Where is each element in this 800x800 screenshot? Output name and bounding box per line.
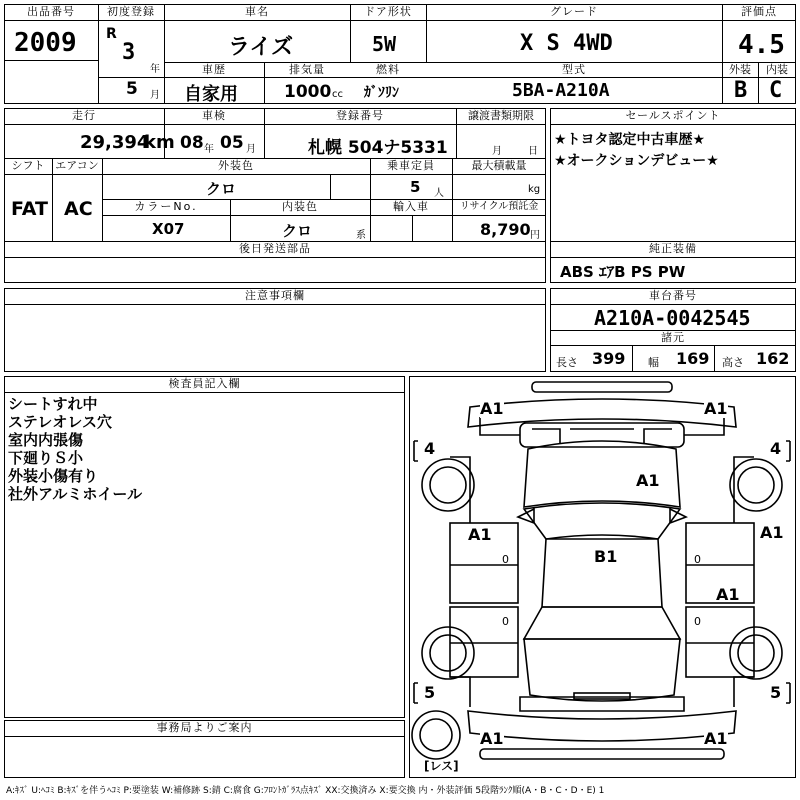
max-load-label: 最大積載量 <box>471 159 527 172</box>
interior-grade: C <box>769 78 783 103</box>
tire-front-left: 4 <box>424 439 436 458</box>
score-label: 評価点 <box>741 5 777 18</box>
length-label: 長さ <box>556 356 578 369</box>
width-label: 幅 <box>648 356 659 369</box>
tire-front-right: 4 <box>770 439 782 458</box>
shift-label: シフト <box>11 159 45 172</box>
equipment-label: 純正装備 <box>649 242 697 255</box>
height-label: 高さ <box>722 356 744 369</box>
zero-mark-3: 0 <box>694 553 701 566</box>
height: 162 <box>756 349 790 368</box>
zero-mark-2: 0 <box>502 615 509 628</box>
inspection-label: 車検 <box>202 109 226 122</box>
grade: X S 4WD <box>520 31 613 56</box>
history: 自家用 <box>184 84 238 105</box>
exterior-label: 外装 <box>729 63 751 76</box>
fuel: ｶﾞｿﾘﾝ <box>364 85 399 101</box>
mileage: 29,394 <box>80 132 150 153</box>
mark-right-front-side: A1 <box>760 523 784 542</box>
plate-label: 登録番号 <box>336 109 384 122</box>
door-label: ドア形状 <box>364 5 412 18</box>
mark-rear-right: A1 <box>704 729 728 748</box>
reg-year: 3 <box>122 40 136 65</box>
exterior-color: クロ <box>206 180 237 198</box>
ac-label: エアコン <box>55 159 99 172</box>
tire-rear-right: 5 <box>770 683 782 702</box>
month-unit: 月 <box>150 90 160 101</box>
mark-roof: B1 <box>594 547 618 566</box>
car-name-label: 車名 <box>245 5 269 18</box>
later-parts-label: 後日発送部品 <box>239 242 311 255</box>
inspector-line-3: 室内内張傷 <box>8 431 84 449</box>
lot-number: 2009 <box>14 28 77 58</box>
model: 5BA-A210A <box>512 80 610 101</box>
width: 169 <box>676 349 710 368</box>
inspector-line-4: 下廻りＳ小 <box>8 449 84 467</box>
inspector-line-5: 外装小傷有り <box>8 467 99 485</box>
mileage-unit: km <box>144 132 175 153</box>
year-unit: 年 <box>150 64 160 75</box>
mark-front-right: A1 <box>704 399 728 418</box>
sales-point-2: ★オークションデビュー★ <box>554 153 719 169</box>
displacement-label: 排気量 <box>289 63 325 76</box>
inspector-line-6: 社外アルミホイール <box>8 485 143 503</box>
transfer-month-unit: 月 <box>492 146 502 157</box>
notes-label: 注意事項欄 <box>245 289 305 302</box>
exterior-color-label: 外装色 <box>218 159 254 172</box>
interior-color-unit: 系 <box>356 230 366 241</box>
inspector-line-1: シートすれ中 <box>8 395 98 413</box>
history-label: 車歴 <box>202 63 226 76</box>
door-type: 5W <box>372 32 397 56</box>
import-label: 輸入車 <box>393 200 429 213</box>
inspection-month: 05 <box>220 133 244 153</box>
equipment-value: ABS ｴｱB PS PW <box>560 263 686 281</box>
mileage-label: 走行 <box>72 109 96 122</box>
first-registration-label: 初度登録 <box>107 5 155 18</box>
mark-left-front-door: A1 <box>468 525 492 544</box>
plate: 札幌 504ナ5331 <box>308 138 448 158</box>
capacity: 5 <box>410 178 421 196</box>
score: 4.5 <box>738 30 785 60</box>
exterior-grade: B <box>734 78 748 103</box>
car-diagram <box>409 376 796 778</box>
zero-mark-4: 0 <box>694 615 701 628</box>
max-load-unit: kg <box>528 184 541 195</box>
interior-color: クロ <box>282 222 313 240</box>
capacity-unit: 人 <box>434 188 444 199</box>
specs-label: 諸元 <box>661 331 685 344</box>
fuel-label: 燃料 <box>376 63 400 76</box>
reg-month: 5 <box>126 79 138 99</box>
interior-label: 内装 <box>766 63 788 76</box>
mark-hood: A1 <box>636 471 660 490</box>
spare-tire-status: [レス] <box>424 759 459 773</box>
color-number-label: カラーNo. <box>134 200 198 213</box>
legend: A:ｷｽﾞ U:ﾍｺﾐ B:ｷｽﾞを伴うﾍｺﾐ P:要塗装 W:補修跡 S:錆 C:腐食 G:ﾌﾛﾝﾄｶﾞﾗｽ点ｷｽﾞ XX:交換済み X:要交換 内・外装評価 5段階ﾗﾝｸ順(A・B・C・D・E) 1 <box>6 786 605 796</box>
shift: FAT <box>11 198 48 220</box>
inspection-year-unit: 年 <box>204 144 214 155</box>
office-label: 事務局よりご案内 <box>156 721 253 734</box>
tire-rear-left: 5 <box>424 683 436 702</box>
sales-point-1: ★トヨタ認定中古車歴★ <box>554 132 706 148</box>
transfer-day-unit: 日 <box>528 146 538 157</box>
chassis-label: 車台番号 <box>649 289 697 302</box>
grade-label: グレード <box>550 5 598 18</box>
era: R <box>106 26 117 42</box>
inspector-label: 検査員記入欄 <box>168 377 241 390</box>
inspection-year: 08 <box>180 133 204 153</box>
inspector-line-2: ステレオレス穴 <box>8 413 112 431</box>
sales-points-box <box>550 108 796 242</box>
mark-right-rear-door: A1 <box>716 585 740 604</box>
capacity-label: 乗車定員 <box>387 159 435 172</box>
ac: AC <box>64 198 93 220</box>
color-number: X07 <box>152 220 185 238</box>
model-label: 型式 <box>562 63 586 76</box>
sales-points-label: セールスポイント <box>625 109 721 122</box>
car-name: ライズ <box>228 35 294 60</box>
inspection-month-unit: 月 <box>246 144 256 155</box>
transfer-deadline-label: 譲渡書類期限 <box>468 109 534 122</box>
displacement: 1000 <box>284 82 332 102</box>
mark-rear-left: A1 <box>480 729 504 748</box>
mark-front-left: A1 <box>480 399 504 418</box>
spare-tire-label: レス <box>429 759 454 773</box>
chassis-number: A210A-0042545 <box>594 306 751 330</box>
lot-number-label: 出品番号 <box>27 5 75 18</box>
recycle-deposit: 8,790 <box>480 220 531 239</box>
interior-color-label: 内装色 <box>282 200 318 213</box>
length: 399 <box>592 349 626 368</box>
zero-mark-1: 0 <box>502 553 509 566</box>
displacement-unit: cc <box>332 89 343 100</box>
recycle-unit: 円 <box>530 230 540 241</box>
recycle-deposit-label: リサイクル預託金 <box>459 201 539 212</box>
details-block <box>4 108 546 242</box>
